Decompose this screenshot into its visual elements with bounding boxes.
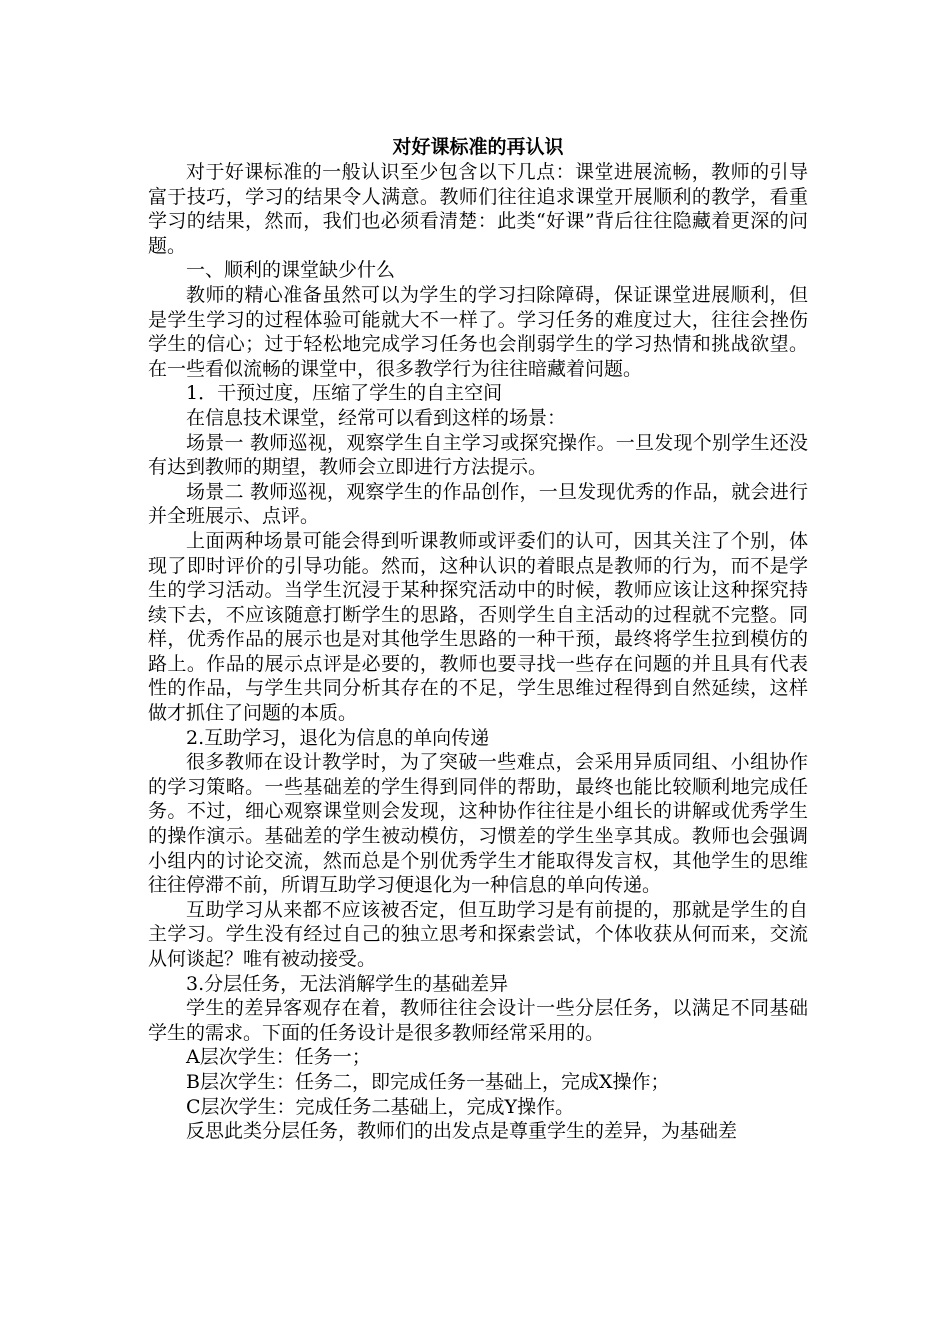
section-heading-1: 一、顺利的课堂缺少什么: [186, 259, 396, 282]
paragraph: 学生的差异客观存在着，教师往往会设计一些分层任务，以满足不同基础学生的需求。下面的任务设计是很多教师经常采用的。: [148, 997, 808, 1044]
paragraph: 在信息技术课堂，经常可以看到这样的场景：: [186, 406, 567, 429]
document-title: 对好课标准的再认识: [392, 136, 564, 158]
document-page: [148, 134, 808, 1144]
task-level-a: A层次学生：任务一；: [186, 1046, 371, 1069]
paragraph: 教师的精心准备虽然可以为学生的学习扫除障碍，保证课堂进展顺利，但是学生学习的过程体验可能就大不一样了。学习任务的难度过大，往往会挫伤学生的信心；过于轻松地完成学习任务也会削弱学生的学习热情和挑战欲望。在一些看似流畅的课堂中，很多教学行为往往暗藏着问题。: [148, 283, 808, 380]
paragraph: 互助学习从来都不应该被否定，但互助学习是有前提的，那就是学生的自主学习。学生没有经过自己的独立思考和探索尝试，个体收获从何而来，交流从何谈起？唯有被动接受。: [148, 898, 808, 970]
subsection-heading-3: 3.分层任务，无法消解学生的基础差异: [186, 972, 509, 995]
scene-two-paragraph: 场景二 教师巡视，观察学生的作品创作，一旦发现优秀的作品，就会进行并全班展示、点评。: [148, 480, 808, 528]
subsection-heading-2: 2.互助学习，退化为信息的单向传递: [186, 726, 490, 749]
subsection-heading-1: 1．干预过度，压缩了学生的自主空间: [186, 382, 503, 405]
paragraph: 很多教师在设计教学时，为了突破一些难点，会采用异质同组、小组协作的学习策略。一些基础差的学生得到同伴的帮助，最终也能比较顺利地完成任务。不过，细心观察课堂则会发现，这种协作往往是小组长的讲解或优秀学生的操作演示。基础差的学生被动模仿，习惯差的学生坐享其成。教师也会强调小组内的讨论交流，然而总是个别优秀学生才能取得发言权，其他学生的思维往往停滞不前，所谓互助学习便退化为一种信息的单向传递。: [148, 751, 808, 897]
paragraph: 上面两种场景可能会得到听课教师或评委们的认可，因其关注了个别，体现了即时评价的引导功能。然而，这种认识的着眼点是教师的行为，而不是学生的学习活动。当学生沉浸于某种探究活动中的时候，教师应该让这种探究持续下去，不应该随意打断学生的思路，否则学生自主活动的过程就不完整。同样，优秀作品的展示也是对其他学生思路的一种干预，最终将学生拉到模仿的路上。作品的展示点评是必要的，教师也要寻找一些存在问题的并且具有代表性的作品，与学生共同分析其存在的不足，学生思维过程得到自然延续，这样做才抓住了问题的本质。: [148, 529, 808, 725]
paragraph-reflection: 反思此类分层任务，教师们的出发点是尊重学生的差异，为基础差: [186, 1120, 738, 1143]
task-level-c: C层次学生：完成任务二基础上，完成Y操作。: [186, 1095, 575, 1118]
task-level-b: B层次学生：任务二，即完成任务一基础上，完成X操作；: [186, 1070, 670, 1093]
scene-one-paragraph: 场景一 教师巡视，观察学生自主学习或探究操作。一旦发现个别学生还没有达到教师的期望，教师会立即进行方法提示。: [148, 431, 808, 479]
paragraph-intro: 对于好课标准的一般认识至少包含以下几点：课堂进展流畅，教师的引导富于技巧，学习的结果令人满意。教师们往往追求课堂开展顺利的教学，看重学习的结果，然而，我们也必须看清楚：此类“好课”背后往往隐藏着更深的问题。: [148, 161, 808, 257]
